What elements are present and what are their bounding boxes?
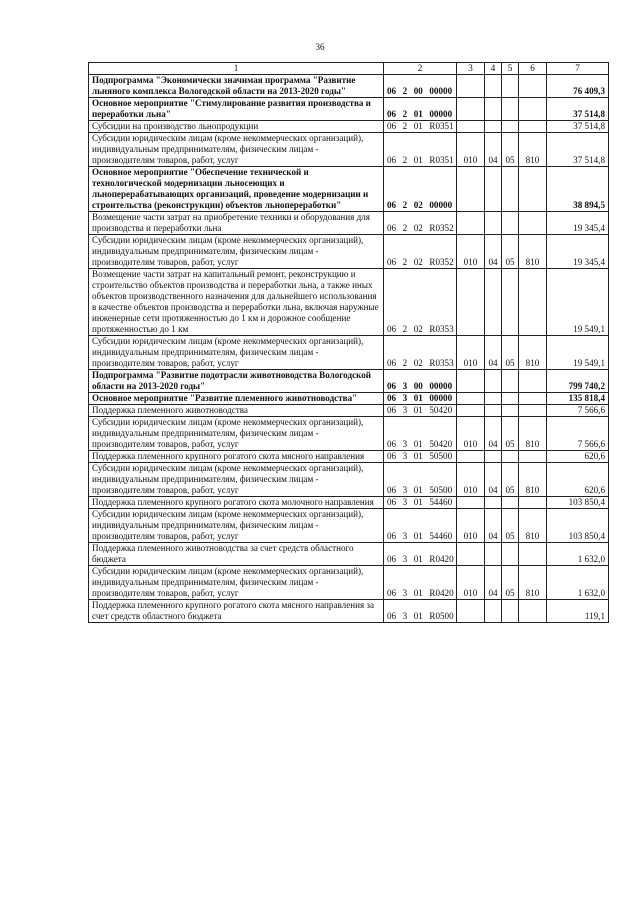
- row-code-cell: 06 3 01 R0420: [384, 566, 457, 600]
- row-name-cell: Основное мероприятие "Стимулирование развития производства и переработки льна": [89, 98, 384, 121]
- row-amount-cell: 1 632,0: [547, 543, 609, 566]
- row-expense-type-cell: [519, 98, 547, 121]
- row-section-cell: 010: [457, 133, 485, 167]
- row-chapter-cell: [485, 212, 502, 235]
- row-name-cell: Субсидии на производство льнопродукции: [89, 121, 384, 133]
- row-subchapter-cell: 05: [502, 133, 519, 167]
- row-expense-type-cell: [519, 393, 547, 405]
- header-col-1: 1: [89, 63, 384, 75]
- row-amount-cell: 1 632,0: [547, 566, 609, 600]
- row-chapter-cell: [485, 393, 502, 405]
- row-expense-type-cell: [519, 75, 547, 98]
- row-section-cell: 010: [457, 235, 485, 269]
- row-code-cell: 06 2 01 00000: [384, 98, 457, 121]
- row-name-cell: Поддержка племенного крупного рогатого скота мясного направления за счет средств областного бюджета: [89, 600, 384, 623]
- row-subchapter-cell: [502, 75, 519, 98]
- row-name-cell: Субсидии юридическим лицам (кроме некоммерческих организаций), индивидуальным предпринимателям, физическим лицам - производителям товаров, работ, услуг: [89, 336, 384, 370]
- row-section-cell: [457, 405, 485, 417]
- row-section-cell: 010: [457, 566, 485, 600]
- row-amount-cell: 103 850,4: [547, 509, 609, 543]
- row-name-cell: Субсидии юридическим лицам (кроме некоммерческих организаций), индивидуальным предпринимателям, физическим лицам - производителям товаров, работ, услуг: [89, 417, 384, 451]
- row-expense-type-cell: [519, 370, 547, 393]
- row-section-cell: 010: [457, 336, 485, 370]
- row-code-cell: 06 2 02 R0353: [384, 269, 457, 336]
- row-subchapter-cell: [502, 393, 519, 405]
- row-chapter-cell: [485, 98, 502, 121]
- row-name-cell: Возмещение части затрат на приобретение техники и оборудования для производства и переработки льна: [89, 212, 384, 235]
- row-chapter-cell: 04: [485, 235, 502, 269]
- row-code-cell: 06 3 01 50500: [384, 463, 457, 497]
- row-name-cell: Субсидии юридическим лицам (кроме некоммерческих организаций), индивидуальным предпринимателям, физическим лицам - производителям товаров, работ, услуг: [89, 133, 384, 167]
- row-name-cell: Субсидии юридическим лицам (кроме некоммерческих организаций), индивидуальным предпринимателям, физическим лицам - производителям товаров, работ, услуг: [89, 566, 384, 600]
- row-chapter-cell: 04: [485, 509, 502, 543]
- row-code-cell: 06 3 01 50420: [384, 405, 457, 417]
- table-row: [89, 463, 609, 497]
- row-amount-cell: 620,6: [547, 451, 609, 463]
- row-amount-cell: 19 549,1: [547, 269, 609, 336]
- row-section-cell: [457, 121, 485, 133]
- page-number: 36: [315, 42, 325, 52]
- row-subchapter-cell: [502, 98, 519, 121]
- header-col-3: 3: [457, 63, 485, 75]
- row-subchapter-cell: 05: [502, 336, 519, 370]
- row-section-cell: [457, 212, 485, 235]
- row-subchapter-cell: [502, 600, 519, 623]
- row-expense-type-cell: [519, 121, 547, 133]
- row-amount-cell: 7 566,6: [547, 405, 609, 417]
- row-subchapter-cell: [502, 167, 519, 212]
- row-code-cell: 06 3 01 54460: [384, 509, 457, 543]
- row-chapter-cell: [485, 497, 502, 509]
- row-chapter-cell: 04: [485, 133, 502, 167]
- row-expense-type-cell: [519, 451, 547, 463]
- header-col-2: 2: [384, 63, 457, 75]
- row-name-cell: Возмещение части затрат на капитальный ремонт, реконструкцию и строительство объектов производства и переработки льна, а также иных объектов производственного назначения для дальнейшего использования в качестве объектов производства и переработки льна, включая наружные инженерные сети протяженностью до 1 км и дорожное сообщение протяженностью до 1 км: [89, 269, 384, 336]
- row-code-cell: 06 3 01 50420: [384, 417, 457, 451]
- header-col-5: 5: [502, 63, 519, 75]
- row-chapter-cell: 04: [485, 336, 502, 370]
- row-amount-cell: 37 514,8: [547, 98, 609, 121]
- table-row: [89, 235, 609, 269]
- row-amount-cell: 19 345,4: [547, 235, 609, 269]
- row-code-cell: 06 3 01 50500: [384, 451, 457, 463]
- table-row: [89, 269, 609, 336]
- row-expense-type-cell: 810: [519, 509, 547, 543]
- header-col-7: 7: [547, 63, 609, 75]
- row-expense-type-cell: [519, 543, 547, 566]
- row-name-cell: Поддержка племенного животноводства за счет средств областного бюджета: [89, 543, 384, 566]
- row-subchapter-cell: 05: [502, 463, 519, 497]
- row-code-cell: 06 2 02 R0352: [384, 212, 457, 235]
- table-row: [89, 75, 609, 98]
- row-amount-cell: 799 740,2: [547, 370, 609, 393]
- row-code-cell: 06 3 01 R0500: [384, 600, 457, 623]
- table-row: [89, 121, 609, 133]
- table-row: [89, 600, 609, 623]
- row-name-cell: Субсидии юридическим лицам (кроме некоммерческих организаций), индивидуальным предпринимателям, физическим лицам - производителям товаров, работ, услуг: [89, 509, 384, 543]
- table-row: [89, 497, 609, 509]
- row-expense-type-cell: 810: [519, 463, 547, 497]
- row-subchapter-cell: [502, 121, 519, 133]
- row-section-cell: [457, 451, 485, 463]
- table-row: [89, 393, 609, 405]
- table-row: [89, 543, 609, 566]
- table-row: [89, 451, 609, 463]
- row-chapter-cell: [485, 121, 502, 133]
- row-expense-type-cell: 810: [519, 566, 547, 600]
- row-subchapter-cell: 05: [502, 235, 519, 269]
- row-subchapter-cell: 05: [502, 417, 519, 451]
- table-row: [89, 98, 609, 121]
- row-code-cell: 06 2 02 00000: [384, 167, 457, 212]
- row-subchapter-cell: [502, 405, 519, 417]
- header-col-6: 6: [519, 63, 547, 75]
- row-code-cell: 06 3 01 R0420: [384, 543, 457, 566]
- row-amount-cell: 620,6: [547, 463, 609, 497]
- row-code-cell: 06 3 00 00000: [384, 370, 457, 393]
- row-code-cell: 06 2 00 00000: [384, 75, 457, 98]
- row-section-cell: 010: [457, 463, 485, 497]
- row-section-cell: [457, 497, 485, 509]
- row-expense-type-cell: 810: [519, 417, 547, 451]
- table-row: [89, 566, 609, 600]
- row-expense-type-cell: [519, 212, 547, 235]
- table-row: [89, 405, 609, 417]
- row-chapter-cell: [485, 167, 502, 212]
- row-chapter-cell: [485, 405, 502, 417]
- row-expense-type-cell: 810: [519, 235, 547, 269]
- row-section-cell: [457, 543, 485, 566]
- table-row: [89, 167, 609, 212]
- row-expense-type-cell: 810: [519, 133, 547, 167]
- budget-table: [88, 62, 609, 623]
- row-code-cell: 06 3 01 54460: [384, 497, 457, 509]
- row-amount-cell: 37 514,8: [547, 133, 609, 167]
- row-chapter-cell: [485, 269, 502, 336]
- row-subchapter-cell: 05: [502, 566, 519, 600]
- row-section-cell: [457, 98, 485, 121]
- row-chapter-cell: [485, 370, 502, 393]
- row-chapter-cell: 04: [485, 566, 502, 600]
- row-code-cell: 06 2 01 R0351: [384, 133, 457, 167]
- row-chapter-cell: [485, 600, 502, 623]
- row-chapter-cell: [485, 543, 502, 566]
- row-expense-type-cell: [519, 269, 547, 336]
- row-name-cell: Поддержка племенного животноводства: [89, 405, 384, 417]
- row-code-cell: 06 3 01 00000: [384, 393, 457, 405]
- row-name-cell: Поддержка племенного крупного рогатого скота мясного направления: [89, 451, 384, 463]
- row-section-cell: [457, 600, 485, 623]
- header-col-4: 4: [485, 63, 502, 75]
- row-code-cell: 06 2 02 R0353: [384, 336, 457, 370]
- row-amount-cell: 38 894,5: [547, 167, 609, 212]
- row-name-cell: Основное мероприятие "Обеспечение технической и технологической модернизации льносеющих и льноперерабатывающих организаций, проведение модернизации и строительства (реконструкции) объектов льнопереработки": [89, 167, 384, 212]
- row-section-cell: [457, 269, 485, 336]
- table-row: [89, 417, 609, 451]
- header-row: [89, 63, 609, 75]
- row-expense-type-cell: [519, 167, 547, 212]
- row-section-cell: [457, 75, 485, 98]
- row-subchapter-cell: [502, 543, 519, 566]
- row-subchapter-cell: [502, 451, 519, 463]
- row-amount-cell: 37 514,8: [547, 121, 609, 133]
- row-subchapter-cell: [502, 212, 519, 235]
- row-amount-cell: 135 818,4: [547, 393, 609, 405]
- row-amount-cell: 103 850,4: [547, 497, 609, 509]
- row-name-cell: Подпрограмма "Экономически значимая программа "Развитие льняного комплекса Вологодской области на 2013-2020 годы": [89, 75, 384, 98]
- row-amount-cell: 7 566,6: [547, 417, 609, 451]
- row-amount-cell: 76 409,3: [547, 75, 609, 98]
- row-amount-cell: 119,1: [547, 600, 609, 623]
- row-expense-type-cell: 810: [519, 336, 547, 370]
- row-code-cell: 06 2 01 R0351: [384, 121, 457, 133]
- table-row: [89, 336, 609, 370]
- row-subchapter-cell: [502, 497, 519, 509]
- row-expense-type-cell: [519, 405, 547, 417]
- row-name-cell: Поддержка племенного крупного рогатого скота молочного направления: [89, 497, 384, 509]
- table-row: [89, 133, 609, 167]
- row-chapter-cell: [485, 451, 502, 463]
- row-section-cell: [457, 393, 485, 405]
- row-chapter-cell: [485, 75, 502, 98]
- row-section-cell: [457, 167, 485, 212]
- row-amount-cell: 19 549,1: [547, 336, 609, 370]
- table-row: [89, 212, 609, 235]
- row-name-cell: Субсидии юридическим лицам (кроме некоммерческих организаций), индивидуальным предпринимателям, физическим лицам - производителям товаров, работ, услуг: [89, 463, 384, 497]
- row-amount-cell: 19 345,4: [547, 212, 609, 235]
- row-name-cell: Основное мероприятие "Развитие племенного животноводства": [89, 393, 384, 405]
- row-code-cell: 06 2 02 R0352: [384, 235, 457, 269]
- table-row: [89, 370, 609, 393]
- row-subchapter-cell: [502, 269, 519, 336]
- row-section-cell: [457, 370, 485, 393]
- row-subchapter-cell: [502, 370, 519, 393]
- row-name-cell: Субсидии юридическим лицам (кроме некоммерческих организаций), индивидуальным предпринимателям, физическим лицам - производителям товаров, работ, услуг: [89, 235, 384, 269]
- row-chapter-cell: 04: [485, 463, 502, 497]
- row-name-cell: Подпрограмма "Развитие подотрасли животноводства Вологодской области на 2013-2020 годы": [89, 370, 384, 393]
- table-row: [89, 509, 609, 543]
- row-section-cell: 010: [457, 417, 485, 451]
- row-expense-type-cell: [519, 497, 547, 509]
- row-subchapter-cell: 05: [502, 509, 519, 543]
- row-section-cell: 010: [457, 509, 485, 543]
- row-chapter-cell: 04: [485, 417, 502, 451]
- row-expense-type-cell: [519, 600, 547, 623]
